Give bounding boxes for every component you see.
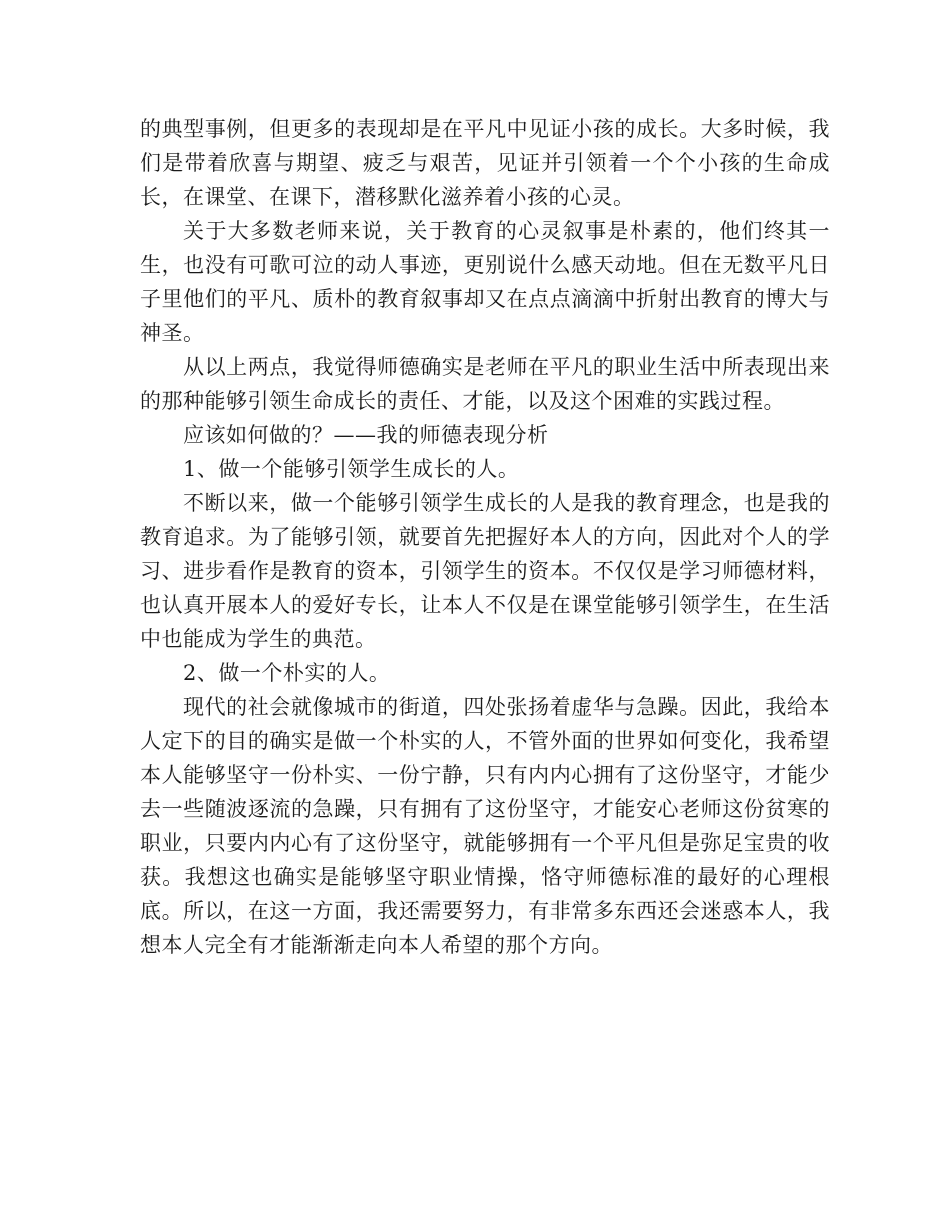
subheading: 1、做一个能够引领学生成长的人。	[183, 457, 520, 481]
paragraph: 从以上两点，我觉得师德确实是老师在平凡的职业生活中所表现出来的那种能够引领生命成长的责任、才能，以及这个困难的实践过程。	[140, 355, 830, 413]
section-heading: 应该如何做的？——我的师德表现分析	[183, 423, 549, 447]
document-body	[140, 112, 830, 962]
paragraph: 现代的社会就像城市的街道，四处张扬着虚华与急躁。因此，我给本人定下的目的确实是做一个朴实的人，不管外面的世界如何变化，我希望本人能够坚守一份朴实、一份宁静，只有内内心拥有了这份坚守，才能少去一些随波逐流的急躁，只有拥有了这份坚守，才能安心老师这份贫寒的职业，只要内内心有了这份坚守，就能够拥有一个平凡但是弥足宝贵的收获。我想这也确实是能够坚守职业情操，恪守师德标准的最好的心理根底。所以，在这一方面，我还需要努力，有非常多东西还会迷惑本人，我想本人完全有才能渐渐走向本人希望的那个方向。	[140, 695, 830, 957]
subheading: 2、做一个朴实的人。	[183, 661, 391, 685]
paragraph: 关于大多数老师来说，关于教育的心灵叙事是朴素的，他们终其一生，也没有可歌可泣的动人事迹，更别说什么感天动地。但在无数平凡日子里他们的平凡、质朴的教育叙事却又在点点滴滴中折射出教育的博大与神圣。	[140, 219, 830, 345]
paragraph-continuation: 的典型事例，但更多的表现却是在平凡中见证小孩的成长。大多时候，我们是带着欣喜与期望、疲乏与艰苦，见证并引领着一个个小孩的生命成长，在课堂、在课下，潜移默化滋养着小孩的心灵。	[140, 117, 830, 209]
paragraph: 不断以来，做一个能够引领学生成长的人是我的教育理念，也是我的教育追求。为了能够引领，就要首先把握好本人的方向，因此对个人的学习、进步看作是教育的资本，引领学生的资本。不仅仅是学习师德材料，也认真开展本人的爱好专长，让本人不仅是在课堂能够引领学生，在生活中也能成为学生的典范。	[140, 491, 830, 651]
